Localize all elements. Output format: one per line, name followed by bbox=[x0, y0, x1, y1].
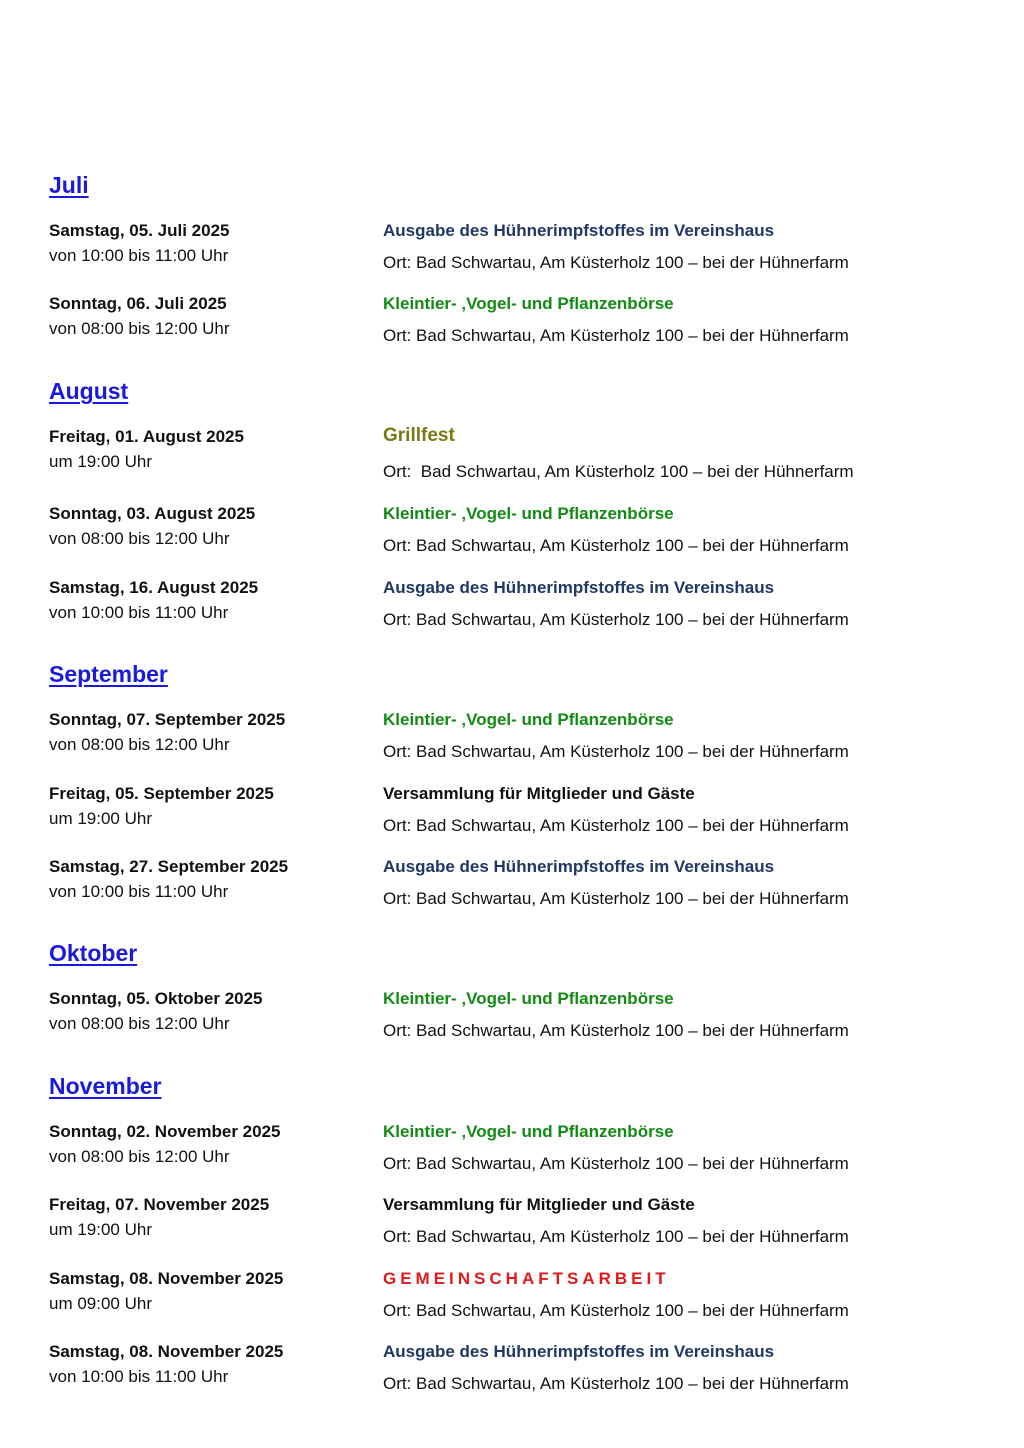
event-entry bbox=[49, 1194, 949, 1254]
event-title: Kleintier- ‚Vogel- und Pflanzenbörse bbox=[383, 989, 674, 1008]
event-time: von 08:00 bis 12:00 Uhr bbox=[49, 529, 230, 548]
event-location: Ort: Bad Schwartau, Am Küsterholz 100 – bei der Hühnerfarm bbox=[383, 610, 849, 629]
event-entry bbox=[49, 1121, 949, 1181]
event-date: Sonntag, 02. November 2025 bbox=[49, 1122, 281, 1141]
event-entry bbox=[49, 577, 949, 637]
event-title: Versammlung für Mitglieder und Gäste bbox=[383, 784, 695, 803]
event-title: Ausgabe des Hühnerimpfstoffes im Vereinshaus bbox=[383, 857, 775, 876]
event-time: um 19:00 Uhr bbox=[49, 1220, 152, 1239]
event-location: Ort: Bad Schwartau, Am Küsterholz 100 – bei der Hühnerfarm bbox=[383, 1154, 849, 1173]
event-title: Ausgabe des Hühnerimpfstoffes im Vereinshaus bbox=[383, 221, 775, 240]
event-date: Sonntag, 05. Oktober 2025 bbox=[49, 989, 263, 1008]
event-entry bbox=[49, 1268, 949, 1328]
event-location: Ort: Bad Schwartau, Am Küsterholz 100 – bei der Hühnerfarm bbox=[383, 1374, 849, 1393]
event-entry bbox=[49, 220, 949, 280]
event-time: von 10:00 bis 11:00 Uhr bbox=[49, 603, 229, 622]
event-time: von 10:00 bis 11:00 Uhr bbox=[49, 1367, 229, 1386]
event-title: Grillfest bbox=[383, 425, 455, 446]
event-time: von 08:00 bis 12:00 Uhr bbox=[49, 1147, 230, 1166]
event-time: um 19:00 Uhr bbox=[49, 452, 152, 471]
event-entry bbox=[49, 783, 949, 843]
event-entry bbox=[49, 856, 949, 916]
event-time: von 08:00 bis 12:00 Uhr bbox=[49, 319, 230, 338]
event-date: Freitag, 01. August 2025 bbox=[49, 427, 244, 446]
event-date: Samstag, 27. September 2025 bbox=[49, 857, 289, 876]
event-location: Ort: Bad Schwartau, Am Küsterholz 100 – bei der Hühnerfarm bbox=[383, 1301, 849, 1320]
event-title: Kleintier- ‚Vogel- und Pflanzenbörse bbox=[383, 294, 674, 313]
month-heading-september: September bbox=[49, 661, 168, 687]
event-entry bbox=[49, 1341, 949, 1401]
event-date: Samstag, 08. November 2025 bbox=[49, 1342, 284, 1361]
event-time: von 08:00 bis 12:00 Uhr bbox=[49, 735, 230, 754]
event-location: Ort: Bad Schwartau, Am Küsterholz 100 – bei der Hühnerfarm bbox=[383, 536, 849, 555]
event-title: Ausgabe des Hühnerimpfstoffes im Vereinshaus bbox=[383, 578, 775, 597]
event-title: Kleintier- ‚Vogel- und Pflanzenbörse bbox=[383, 1122, 674, 1141]
event-date: Freitag, 05. September 2025 bbox=[49, 784, 274, 803]
event-entry bbox=[49, 709, 949, 769]
event-date: Samstag, 05. Juli 2025 bbox=[49, 221, 230, 240]
event-location: Ort: Bad Schwartau, Am Küsterholz 100 – bei der Hühnerfarm bbox=[383, 462, 854, 481]
month-heading-november: November bbox=[49, 1073, 162, 1099]
event-location: Ort: Bad Schwartau, Am Küsterholz 100 – bei der Hühnerfarm bbox=[383, 889, 849, 908]
event-entry bbox=[49, 426, 949, 486]
event-location: Ort: Bad Schwartau, Am Küsterholz 100 – bei der Hühnerfarm bbox=[383, 816, 849, 835]
event-date: Samstag, 08. November 2025 bbox=[49, 1269, 284, 1288]
event-date: Samstag, 16. August 2025 bbox=[49, 578, 259, 597]
event-date: Sonntag, 03. August 2025 bbox=[49, 504, 256, 523]
event-title: Kleintier- ‚Vogel- und Pflanzenbörse bbox=[383, 710, 674, 729]
event-time: von 10:00 bis 11:00 Uhr bbox=[49, 882, 229, 901]
month-heading-oktober: Oktober bbox=[49, 940, 138, 966]
event-date: Sonntag, 07. September 2025 bbox=[49, 710, 286, 729]
event-time: um 09:00 Uhr bbox=[49, 1294, 152, 1313]
event-title: Ausgabe des Hühnerimpfstoffes im Vereinshaus bbox=[383, 1342, 775, 1361]
event-entry bbox=[49, 503, 949, 563]
month-heading-august: August bbox=[49, 378, 129, 404]
event-title: Kleintier- ‚Vogel- und Pflanzenbörse bbox=[383, 504, 674, 523]
event-location: Ort: Bad Schwartau, Am Küsterholz 100 – bei der Hühnerfarm bbox=[383, 742, 849, 761]
event-date: Freitag, 07. November 2025 bbox=[49, 1195, 270, 1214]
event-date: Sonntag, 06. Juli 2025 bbox=[49, 294, 227, 313]
month-heading-juli: Juli bbox=[49, 172, 89, 198]
event-title: Versammlung für Mitglieder und Gäste bbox=[383, 1195, 695, 1214]
event-location: Ort: Bad Schwartau, Am Küsterholz 100 – bei der Hühnerfarm bbox=[383, 1021, 849, 1040]
event-location: Ort: Bad Schwartau, Am Küsterholz 100 – bei der Hühnerfarm bbox=[383, 253, 849, 272]
event-time: von 08:00 bis 12:00 Uhr bbox=[49, 1014, 230, 1033]
event-location: Ort: Bad Schwartau, Am Küsterholz 100 – bei der Hühnerfarm bbox=[383, 1227, 849, 1246]
event-time: von 10:00 bis 11:00 Uhr bbox=[49, 246, 229, 265]
event-location: Ort: Bad Schwartau, Am Küsterholz 100 – bei der Hühnerfarm bbox=[383, 326, 849, 345]
event-time: um 19:00 Uhr bbox=[49, 809, 152, 828]
event-title: GEMEINSCHAFTSARBEIT bbox=[383, 1269, 670, 1288]
event-entry bbox=[49, 988, 949, 1048]
event-entry bbox=[49, 293, 949, 353]
